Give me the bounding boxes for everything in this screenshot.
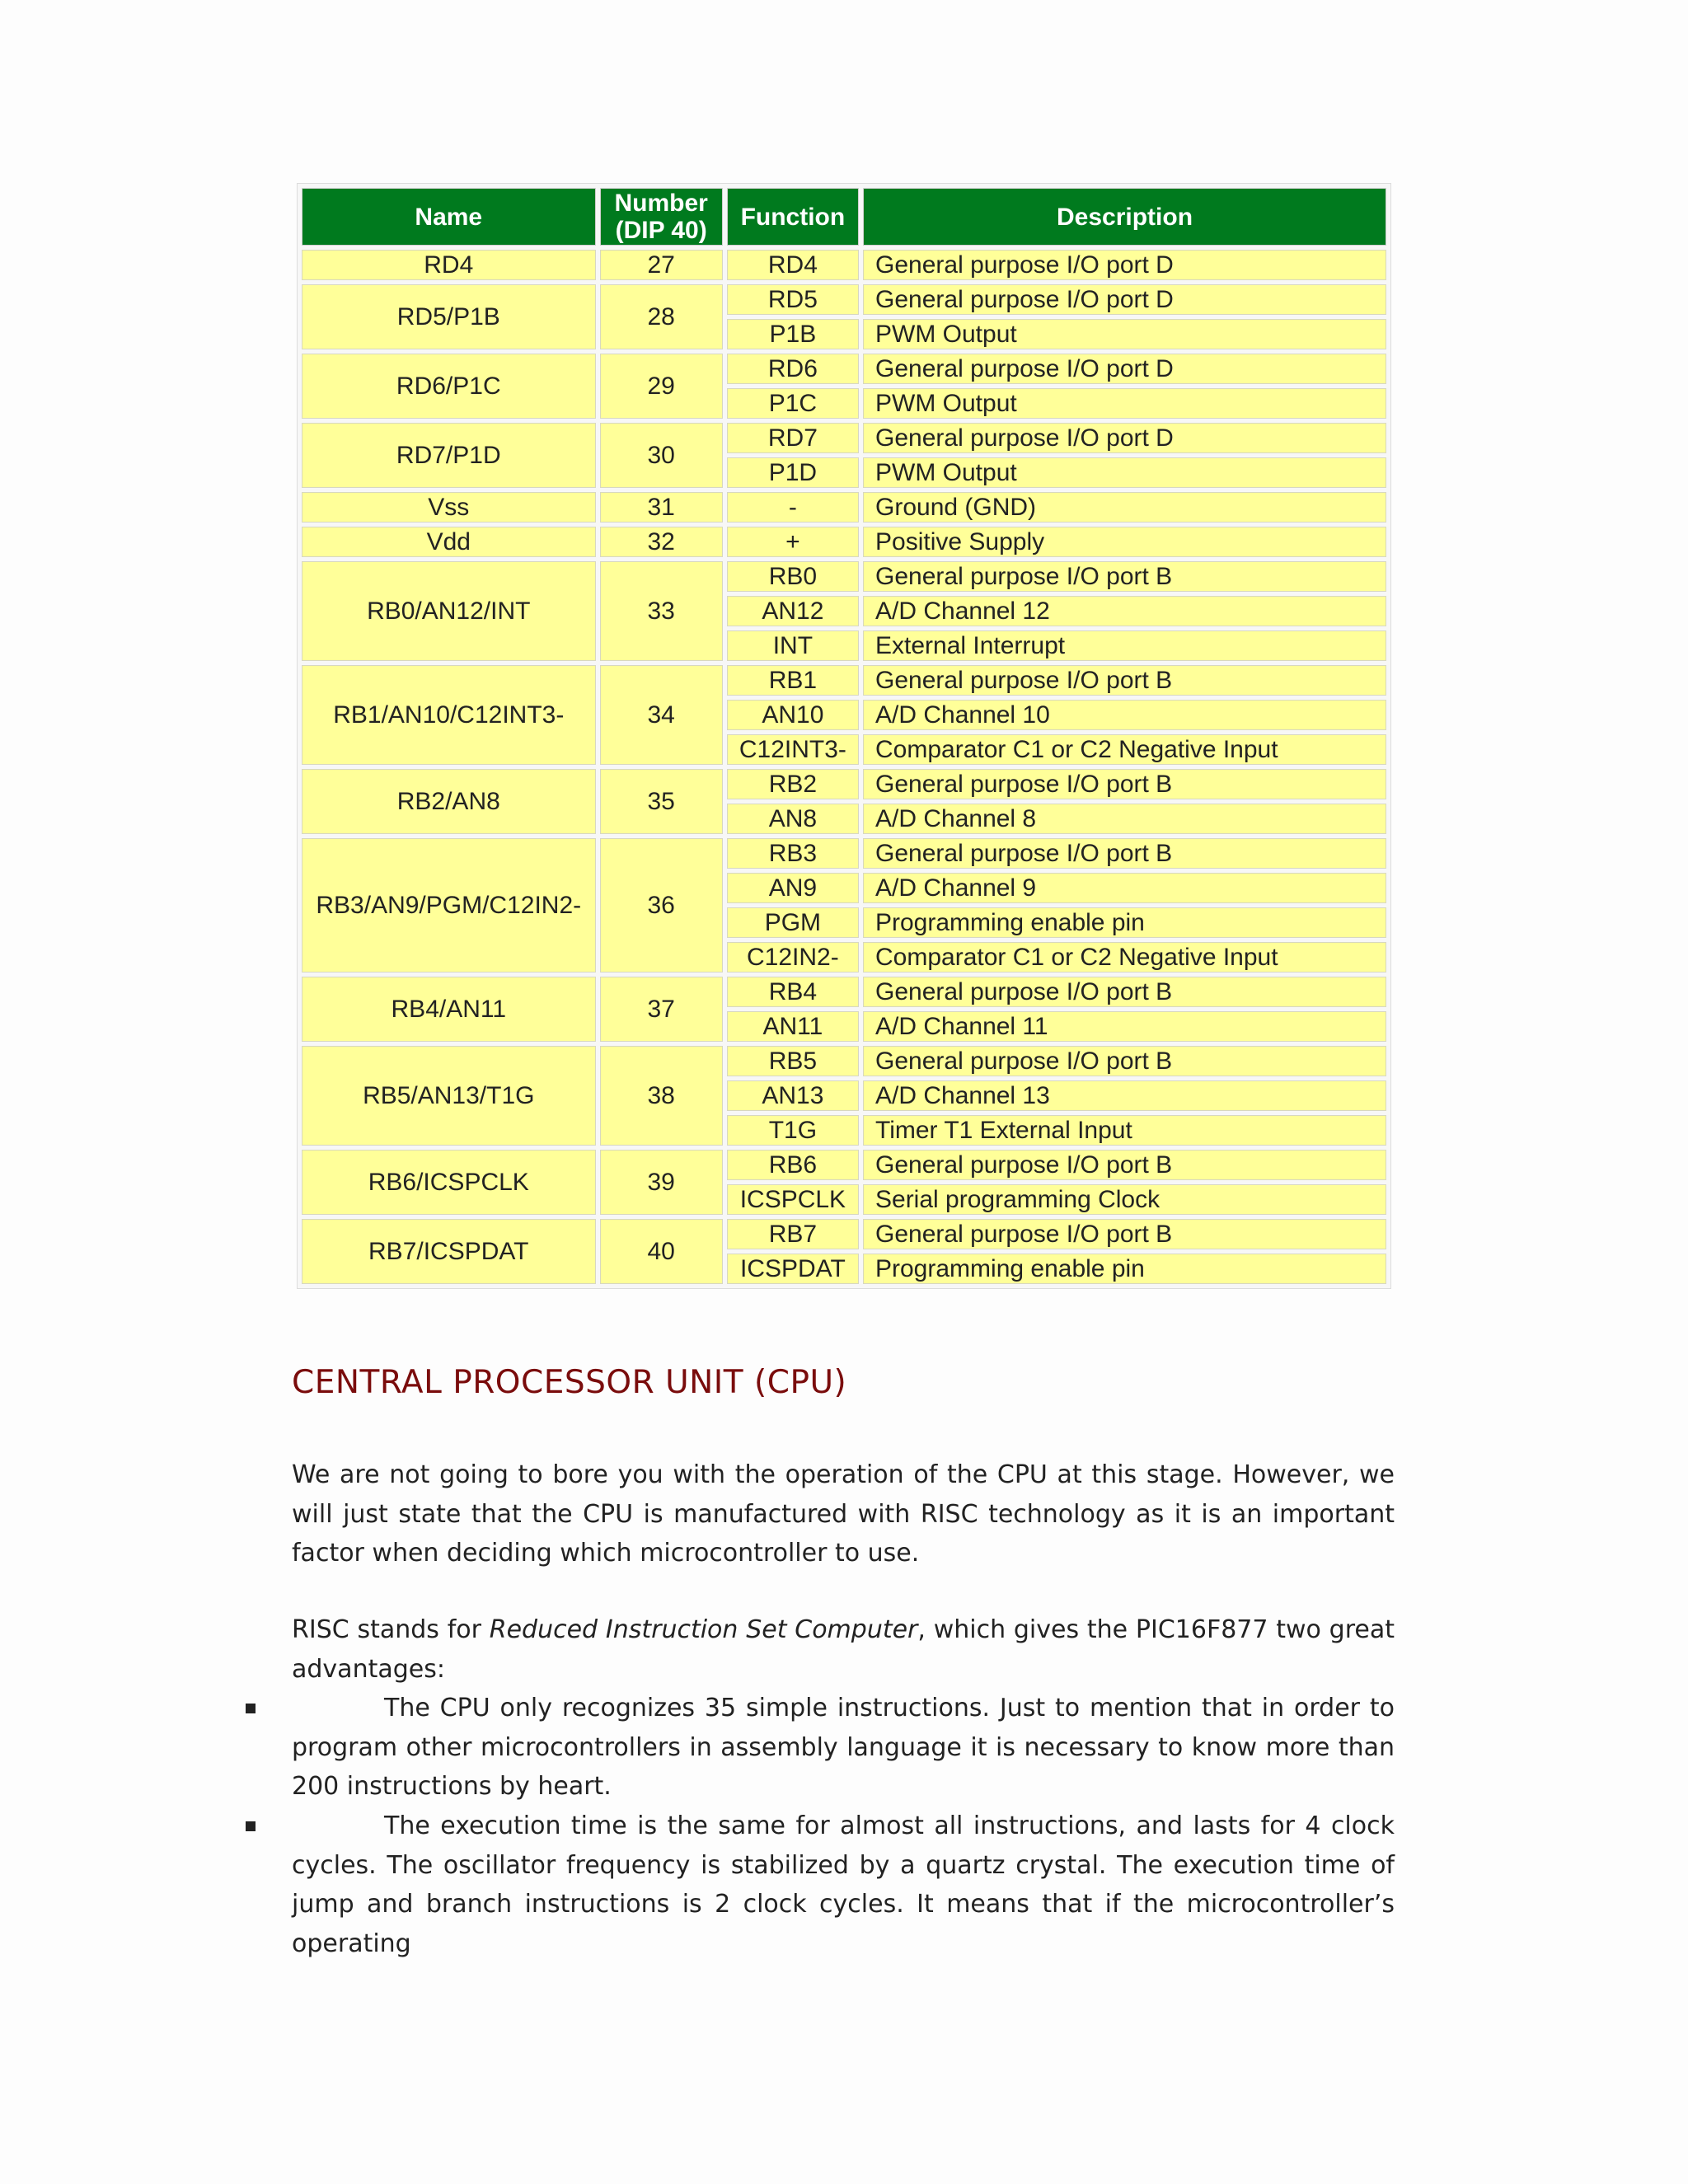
table-row bbox=[302, 354, 1386, 384]
pin-function-cell: RB2 bbox=[727, 769, 859, 799]
pin-description-cell: Ground (GND) bbox=[863, 492, 1386, 523]
pin-description-cell: General purpose I/O port D bbox=[863, 423, 1386, 453]
pin-number-cell: 29 bbox=[600, 354, 723, 419]
pin-name-cell: RD6/P1C bbox=[302, 354, 596, 419]
pin-name-cell: RB1/AN10/C12INT3- bbox=[302, 665, 596, 765]
pin-description-cell: A/D Channel 10 bbox=[863, 700, 1386, 730]
pin-number-cell: 34 bbox=[600, 665, 723, 765]
table-row bbox=[302, 977, 1386, 1007]
pin-function-cell: ICSPDAT bbox=[727, 1254, 859, 1284]
pin-name-cell: RB5/AN13/T1G bbox=[302, 1046, 596, 1146]
pin-description-cell: Programming enable pin bbox=[863, 907, 1386, 938]
table-row bbox=[302, 423, 1386, 453]
pin-number-cell: 39 bbox=[600, 1150, 723, 1215]
pin-name-cell: RD4 bbox=[302, 250, 596, 280]
pin-description-table bbox=[297, 183, 1391, 1289]
table-row bbox=[302, 665, 1386, 696]
pin-name-cell: RB0/AN12/INT bbox=[302, 561, 596, 661]
pin-function-cell: T1G bbox=[727, 1115, 859, 1146]
bullet-text: The execution time is the same for almost all instructions, and lasts for 4 clock cycles. The oscillator frequency is stabilized by a quartz crystal. The execution time of jump and branch instructions is 2 clock cycles. It means that if the microcontroller’s operating bbox=[292, 1811, 1395, 1958]
pin-number-cell: 31 bbox=[600, 492, 723, 523]
pin-name-cell: RB7/ICSPDAT bbox=[302, 1219, 596, 1284]
header-number-line2: (DIP 40) bbox=[615, 217, 707, 244]
pin-function-cell: RB4 bbox=[727, 977, 859, 1007]
pin-description-cell: Comparator C1 or C2 Negative Input bbox=[863, 734, 1386, 765]
pin-function-cell: AN11 bbox=[727, 1011, 859, 1042]
pin-function-cell: ICSPCLK bbox=[727, 1184, 859, 1215]
pin-function-cell: RB5 bbox=[727, 1046, 859, 1076]
pin-name-cell: RD5/P1B bbox=[302, 284, 596, 349]
pin-function-cell: RB0 bbox=[727, 561, 859, 592]
pin-description-cell: General purpose I/O port B bbox=[863, 1219, 1386, 1249]
pin-description-cell: General purpose I/O port B bbox=[863, 1150, 1386, 1180]
header-number-line1: Number bbox=[614, 190, 708, 217]
pin-function-cell: AN10 bbox=[727, 700, 859, 730]
cpu-intro-paragraph: We are not going to bore you with the operation of the CPU at this stage. However, we will just state that the CPU is manufactured with RISC technology as it is an important factor when deciding which microcontroller to use. bbox=[292, 1460, 1395, 1568]
pin-name-cell: RB3/AN9/PGM/C12IN2- bbox=[302, 838, 596, 972]
pin-function-cell: RD7 bbox=[727, 423, 859, 453]
pin-description-cell: PWM Output bbox=[863, 388, 1386, 419]
pin-description-cell: General purpose I/O port D bbox=[863, 284, 1386, 315]
pin-description-cell: A/D Channel 8 bbox=[863, 804, 1386, 834]
pin-description-cell: A/D Channel 12 bbox=[863, 596, 1386, 626]
pin-function-cell: AN12 bbox=[727, 596, 859, 626]
pin-function-cell: AN8 bbox=[727, 804, 859, 834]
bullet-square-icon bbox=[246, 1704, 256, 1713]
pin-description-cell: General purpose I/O port B bbox=[863, 561, 1386, 592]
pin-function-cell: C12IN2- bbox=[727, 942, 859, 972]
bullet-square-icon bbox=[246, 1821, 256, 1831]
pin-function-cell: RD4 bbox=[727, 250, 859, 280]
pin-description-cell: PWM Output bbox=[863, 319, 1386, 349]
pin-description-cell: General purpose I/O port B bbox=[863, 769, 1386, 799]
risc-paragraph bbox=[292, 1610, 1395, 1689]
pin-name-cell: Vss bbox=[302, 492, 596, 523]
pin-number-cell: 36 bbox=[600, 838, 723, 972]
bullet-item bbox=[292, 1807, 1395, 1963]
pin-number-cell: 27 bbox=[600, 250, 723, 280]
pin-number-cell: 33 bbox=[600, 561, 723, 661]
bullet-item bbox=[292, 1689, 1395, 1807]
table-row bbox=[302, 527, 1386, 557]
header-name: Name bbox=[302, 188, 596, 246]
risc-expansion: Reduced Instruction Set Computer bbox=[489, 1615, 918, 1644]
risc-text-before: RISC stands for bbox=[292, 1615, 490, 1644]
header-function: Function bbox=[727, 188, 859, 246]
table-row bbox=[302, 838, 1386, 869]
pin-number-cell: 30 bbox=[600, 423, 723, 488]
pin-number-cell: 40 bbox=[600, 1219, 723, 1284]
pin-function-cell: RB6 bbox=[727, 1150, 859, 1180]
pin-function-cell: RD6 bbox=[727, 354, 859, 384]
pin-description-cell: A/D Channel 11 bbox=[863, 1011, 1386, 1042]
pin-function-cell: + bbox=[727, 527, 859, 557]
pin-function-cell: RD5 bbox=[727, 284, 859, 315]
pin-function-cell: RB1 bbox=[727, 665, 859, 696]
table-row bbox=[302, 250, 1386, 280]
pin-name-cell: Vdd bbox=[302, 527, 596, 557]
pin-description-cell: General purpose I/O port B bbox=[863, 665, 1386, 696]
pin-function-cell: INT bbox=[727, 630, 859, 661]
pin-name-cell: RB6/ICSPCLK bbox=[302, 1150, 596, 1215]
table-body bbox=[302, 250, 1386, 1284]
header-number bbox=[600, 188, 723, 246]
pin-description-cell: General purpose I/O port D bbox=[863, 354, 1386, 384]
table-row bbox=[302, 769, 1386, 799]
pin-function-cell: - bbox=[727, 492, 859, 523]
pin-description-cell: PWM Output bbox=[863, 457, 1386, 488]
bullet-text: The CPU only recognizes 35 simple instructions. Just to mention that in order to program other microcontrollers in assembly language it is necessary to know more than 200 instructions by heart. bbox=[292, 1694, 1395, 1801]
pin-description-cell: Timer T1 External Input bbox=[863, 1115, 1386, 1146]
pin-description-cell: External Interrupt bbox=[863, 630, 1386, 661]
pin-description-cell: A/D Channel 13 bbox=[863, 1080, 1386, 1111]
pin-description-cell: Serial programming Clock bbox=[863, 1184, 1386, 1215]
pin-function-cell: AN13 bbox=[727, 1080, 859, 1111]
pin-number-cell: 32 bbox=[600, 527, 723, 557]
table-row bbox=[302, 1150, 1386, 1180]
pin-number-cell: 37 bbox=[600, 977, 723, 1042]
pin-function-cell: RB7 bbox=[727, 1219, 859, 1249]
risc-text-after: , which gives the PIC16F877 two great advantages: bbox=[292, 1615, 1395, 1684]
pin-function-cell: AN9 bbox=[727, 873, 859, 903]
pin-name-cell: RB2/AN8 bbox=[302, 769, 596, 834]
pin-function-cell: P1B bbox=[727, 319, 859, 349]
pin-number-cell: 38 bbox=[600, 1046, 723, 1146]
pin-description-cell: General purpose I/O port D bbox=[863, 250, 1386, 280]
pin-function-cell: C12INT3- bbox=[727, 734, 859, 765]
table-row bbox=[302, 492, 1386, 523]
section-title: CENTRAL PROCESSOR UNIT (CPU) bbox=[292, 1364, 847, 1401]
pin-description-cell: Positive Supply bbox=[863, 527, 1386, 557]
pin-name-cell: RD7/P1D bbox=[302, 423, 596, 488]
table-row bbox=[302, 1219, 1386, 1249]
pin-name-cell: RB4/AN11 bbox=[302, 977, 596, 1042]
table-row bbox=[302, 284, 1386, 315]
header-description: Description bbox=[863, 188, 1386, 246]
pin-description-cell: A/D Channel 9 bbox=[863, 873, 1386, 903]
pin-function-cell: P1C bbox=[727, 388, 859, 419]
table-header-row bbox=[302, 188, 1386, 246]
pin-description-cell: General purpose I/O port B bbox=[863, 838, 1386, 869]
pin-function-cell: P1D bbox=[727, 457, 859, 488]
table-row bbox=[302, 1046, 1386, 1076]
pin-description-cell: Comparator C1 or C2 Negative Input bbox=[863, 942, 1386, 972]
pin-number-cell: 28 bbox=[600, 284, 723, 349]
pin-description-cell: General purpose I/O port B bbox=[863, 1046, 1386, 1076]
pin-number-cell: 35 bbox=[600, 769, 723, 834]
table-row bbox=[302, 561, 1386, 592]
pin-description-cell: Programming enable pin bbox=[863, 1254, 1386, 1284]
pin-function-cell: PGM bbox=[727, 907, 859, 938]
pin-function-cell: RB3 bbox=[727, 838, 859, 869]
pin-description-cell: General purpose I/O port B bbox=[863, 977, 1386, 1007]
